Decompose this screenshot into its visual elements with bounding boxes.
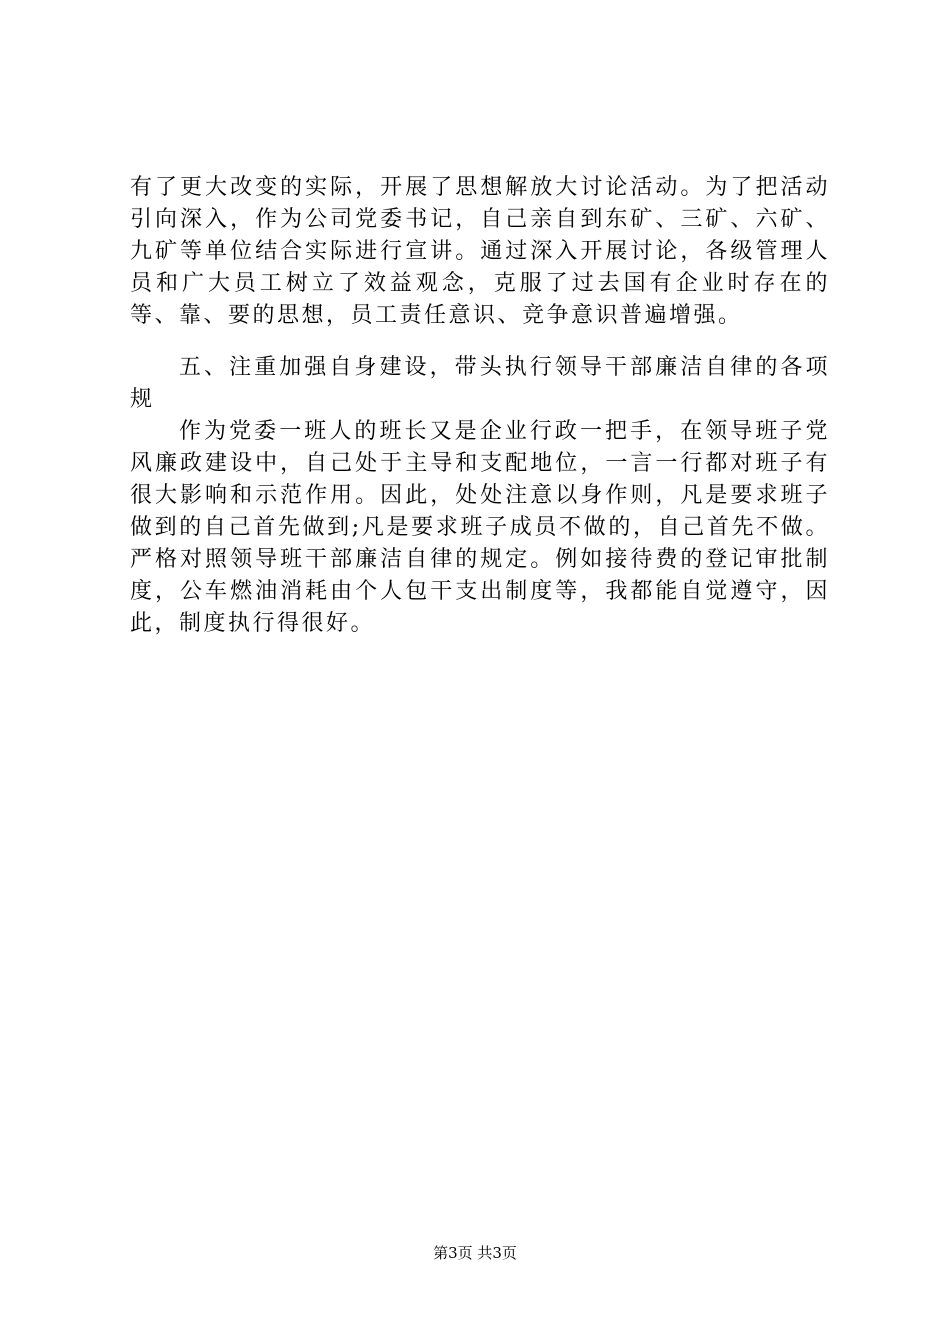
page-number: 第3页 共3页: [433, 1244, 517, 1262]
paragraph-continuation: 有了更大改变的实际，开展了思想解放大讨论活动。为了把活动引向深入，作为公司党委书记，自己亲自到东矿、三矿、六矿、九矿等单位结合实际进行宣讲。通过深入开展讨论，各级管理人员和广大员工树立了效益观念，克服了过去国有企业时存在的等、靠、要的思想，员工责任意识、竞争意识普遍增强。: [130, 175, 830, 328]
section-heading: 五、注重加强自身建设，带头执行领导干部廉洁自律的各项规: [130, 355, 830, 412]
body-section-2: [130, 352, 830, 640]
page-footer: [0, 1243, 950, 1263]
paragraph-body: 作为党委一班人的班长又是企业行政一把手，在领导班子党风廉政建设中，自己处于主导和支配地位，一言一行都对班子有很大影响和示范作用。因此，处处注意以身作则，凡是要求班子做到的自己首先做到;凡是要求班子成员不做的，自己首先不做。严格对照领导班干部廉洁自律的规定。例如接待费的登记审批制度，公车燃油消耗由个人包干支出制度等，我都能自觉遵守，因此，制度执行得很好。: [130, 419, 830, 636]
body-section-1: [130, 172, 830, 332]
